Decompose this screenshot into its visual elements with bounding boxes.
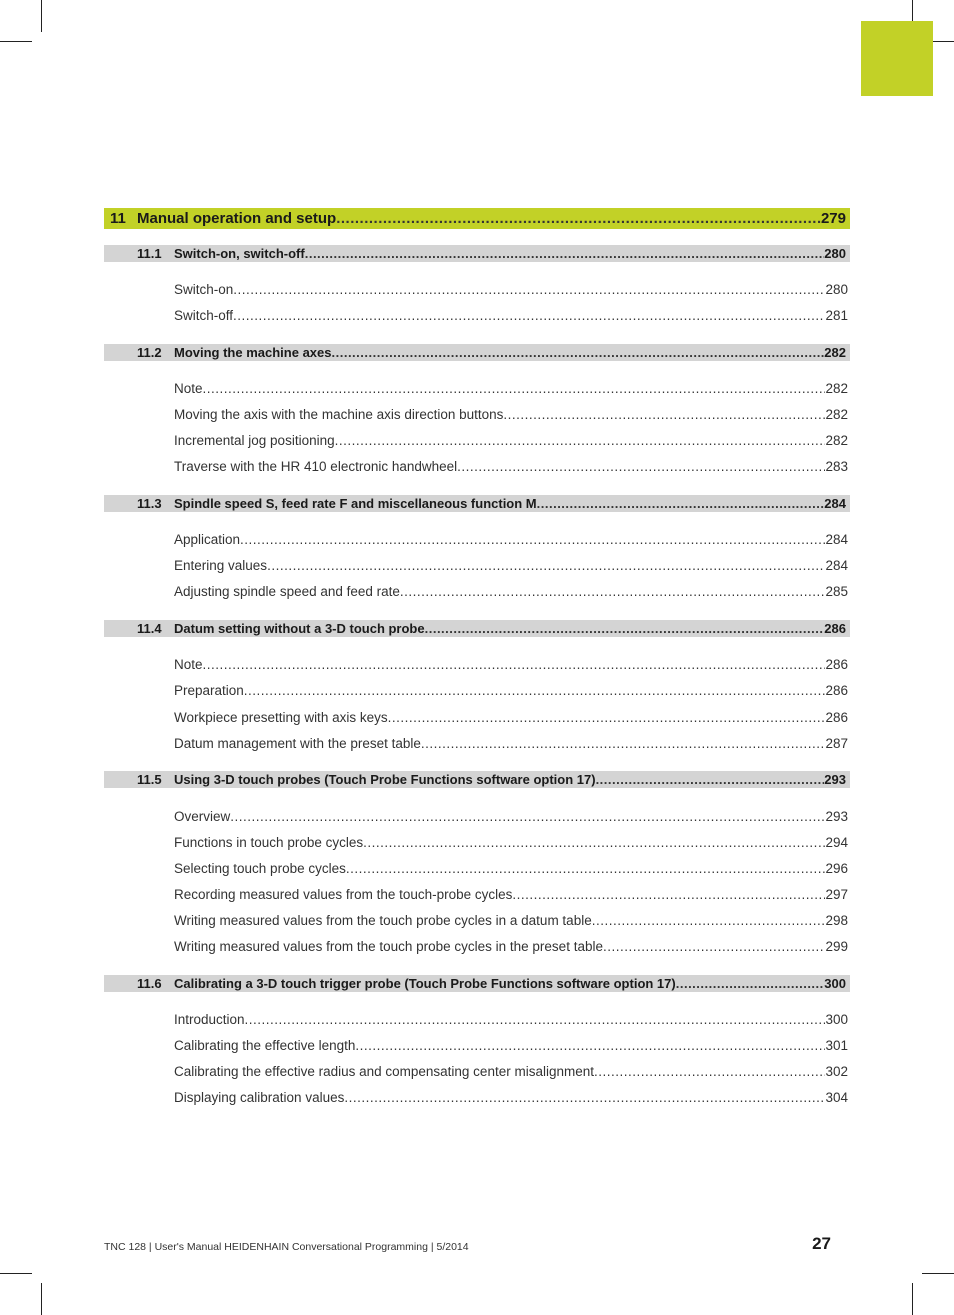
leader-dots (596, 771, 825, 788)
entry-page: 286 (825, 683, 848, 698)
toc-entry[interactable] (104, 281, 850, 299)
toc-entry[interactable] (104, 380, 850, 398)
section-title: Moving the machine axes (174, 345, 332, 360)
toc-entry[interactable] (104, 1011, 850, 1029)
section-number: 11.3 (137, 496, 162, 511)
toc-entry[interactable] (104, 1037, 850, 1055)
leader-dots (240, 531, 825, 549)
section-page: 286 (824, 621, 846, 636)
leader-dots (363, 834, 825, 852)
entry-page: 285 (825, 584, 848, 599)
toc-section-heading[interactable] (104, 771, 850, 788)
entry-title: Application (174, 532, 241, 547)
leader-dots (267, 557, 825, 575)
entry-page: 286 (825, 710, 848, 725)
leader-dots (230, 808, 825, 826)
section-title: Datum setting without a 3-D touch probe (174, 621, 425, 636)
toc-entry[interactable] (104, 1089, 850, 1107)
entry-page: 294 (825, 835, 848, 850)
leader-dots (512, 886, 825, 904)
leader-dots (400, 583, 826, 601)
crop-mark (41, 0, 42, 32)
page-footer: TNC 128 | User's Manual HEIDENHAIN Conversational Programming | 5/2014 (104, 1241, 469, 1253)
entry-title: Switch-on (174, 282, 234, 297)
leader-dots (305, 245, 825, 262)
entry-title: Datum management with the preset table (174, 736, 421, 751)
section-number: 11.6 (137, 976, 162, 991)
entry-title: Writing measured values from the touch probe cycles in the preset table (174, 939, 603, 954)
toc-entry[interactable] (104, 886, 850, 904)
toc-entry[interactable] (104, 860, 850, 878)
toc-entry[interactable] (104, 531, 850, 549)
toc-entry[interactable] (104, 1063, 850, 1081)
entry-title: Switch-off (174, 308, 234, 323)
toc-chapter-heading[interactable] (104, 208, 850, 229)
entry-title: Traverse with the HR 410 electronic handwheel (174, 459, 458, 474)
entry-title: Moving the axis with the machine axis direction buttons (174, 407, 504, 422)
entry-page: 287 (825, 736, 848, 751)
section-page: 284 (824, 496, 846, 511)
chapter-page: 279 (820, 210, 846, 227)
entry-page: 301 (825, 1038, 848, 1053)
toc-entry[interactable] (104, 432, 850, 450)
entry-page: 296 (825, 861, 848, 876)
section-title: Switch-on, switch-off (174, 246, 305, 261)
entry-page: 282 (825, 407, 848, 422)
entry-title: Preparation (174, 683, 244, 698)
leader-dots (336, 208, 821, 229)
section-title: Calibrating a 3-D touch trigger probe (Touch Probe Functions software option 17) (174, 976, 676, 991)
crop-mark (41, 1283, 42, 1315)
leader-dots (233, 307, 825, 325)
crop-mark (0, 1273, 32, 1274)
entry-title: Incremental jog positioning (174, 433, 335, 448)
leader-dots (203, 380, 826, 398)
leader-dots (344, 1089, 825, 1107)
toc-entry[interactable] (104, 938, 850, 956)
crop-mark (922, 1273, 954, 1274)
toc-entry[interactable] (104, 307, 850, 325)
entry-title: Displaying calibration values (174, 1090, 345, 1105)
leader-dots (335, 432, 826, 450)
entry-page: 282 (825, 381, 848, 396)
toc-section-heading[interactable] (104, 975, 850, 992)
entry-title: Selecting touch probe cycles (174, 861, 346, 876)
toc-section-heading[interactable] (104, 245, 850, 262)
crop-mark (912, 1283, 913, 1315)
toc-entry[interactable] (104, 709, 850, 727)
leader-dots (425, 620, 825, 637)
leader-dots (503, 406, 825, 424)
leader-dots (603, 938, 826, 956)
entry-page: 284 (825, 532, 848, 547)
entry-page: 302 (825, 1064, 848, 1079)
entry-page: 280 (825, 282, 848, 297)
section-number: 11.2 (137, 345, 162, 360)
entry-page: 304 (825, 1090, 848, 1105)
leader-dots (203, 656, 826, 674)
leader-dots (457, 458, 825, 476)
toc-entry[interactable] (104, 834, 850, 852)
toc-entry[interactable] (104, 735, 850, 753)
leader-dots (388, 709, 826, 727)
toc-entry[interactable] (104, 808, 850, 826)
leader-dots (245, 1011, 826, 1029)
entry-page: 282 (825, 433, 848, 448)
entry-page: 283 (825, 459, 848, 474)
section-number: 11.5 (137, 772, 162, 787)
leader-dots (537, 495, 825, 512)
entry-title: Writing measured values from the touch probe cycles in a datum table (174, 913, 592, 928)
entry-title: Workpiece presetting with axis keys (174, 710, 388, 725)
chapter-number: 11 (110, 210, 126, 227)
crop-mark (0, 41, 32, 42)
toc-entry[interactable] (104, 656, 850, 674)
entry-title: Entering values (174, 558, 268, 573)
toc-entry[interactable] (104, 406, 850, 424)
entry-title: Calibrating the effective radius and compensating center misalignment (174, 1064, 594, 1079)
leader-dots (592, 912, 826, 930)
entry-title: Introduction (174, 1012, 245, 1027)
leader-dots (355, 1037, 825, 1055)
entry-page: 297 (825, 887, 848, 902)
entry-page: 284 (825, 558, 848, 573)
section-page: 280 (824, 246, 846, 261)
entry-title: Overview (174, 809, 231, 824)
toc-entry[interactable] (104, 458, 850, 476)
chapter-title: Manual operation and setup (137, 210, 337, 227)
leader-dots (594, 1063, 825, 1081)
entry-title: Note (174, 657, 203, 672)
entry-title: Functions in touch probe cycles (174, 835, 364, 850)
section-title: Spindle speed S, feed rate F and miscellaneous function M (174, 496, 537, 511)
leader-dots (233, 281, 825, 299)
page-number: 27 (812, 1234, 831, 1253)
section-page: 282 (824, 345, 846, 360)
leader-dots (332, 344, 825, 361)
section-number: 11.1 (137, 246, 162, 261)
leader-dots (244, 682, 826, 700)
toc-section-heading[interactable] (104, 620, 850, 637)
entry-page: 299 (825, 939, 848, 954)
section-title: Using 3-D touch probes (Touch Probe Functions software option 17) (174, 772, 596, 787)
chapter-color-tab (861, 21, 933, 96)
toc-entry[interactable] (104, 583, 850, 601)
entry-title: Note (174, 381, 203, 396)
entry-title: Recording measured values from the touch-probe cycles (174, 887, 513, 902)
entry-title: Calibrating the effective length (174, 1038, 356, 1053)
toc-entry[interactable] (104, 682, 850, 700)
leader-dots (676, 975, 825, 992)
section-page: 293 (824, 772, 846, 787)
leader-dots (346, 860, 826, 878)
entry-page: 293 (825, 809, 848, 824)
entry-page: 300 (825, 1012, 848, 1027)
entry-page: 286 (825, 657, 848, 672)
entry-page: 281 (825, 308, 848, 323)
toc-entry[interactable] (104, 557, 850, 575)
leader-dots (421, 735, 826, 753)
toc-entry[interactable] (104, 912, 850, 930)
toc-section-heading[interactable] (104, 495, 850, 512)
entry-page: 298 (825, 913, 848, 928)
entry-title: Adjusting spindle speed and feed rate (174, 584, 400, 599)
section-page: 300 (824, 976, 846, 991)
toc-section-heading[interactable] (104, 344, 850, 361)
section-number: 11.4 (137, 621, 162, 636)
